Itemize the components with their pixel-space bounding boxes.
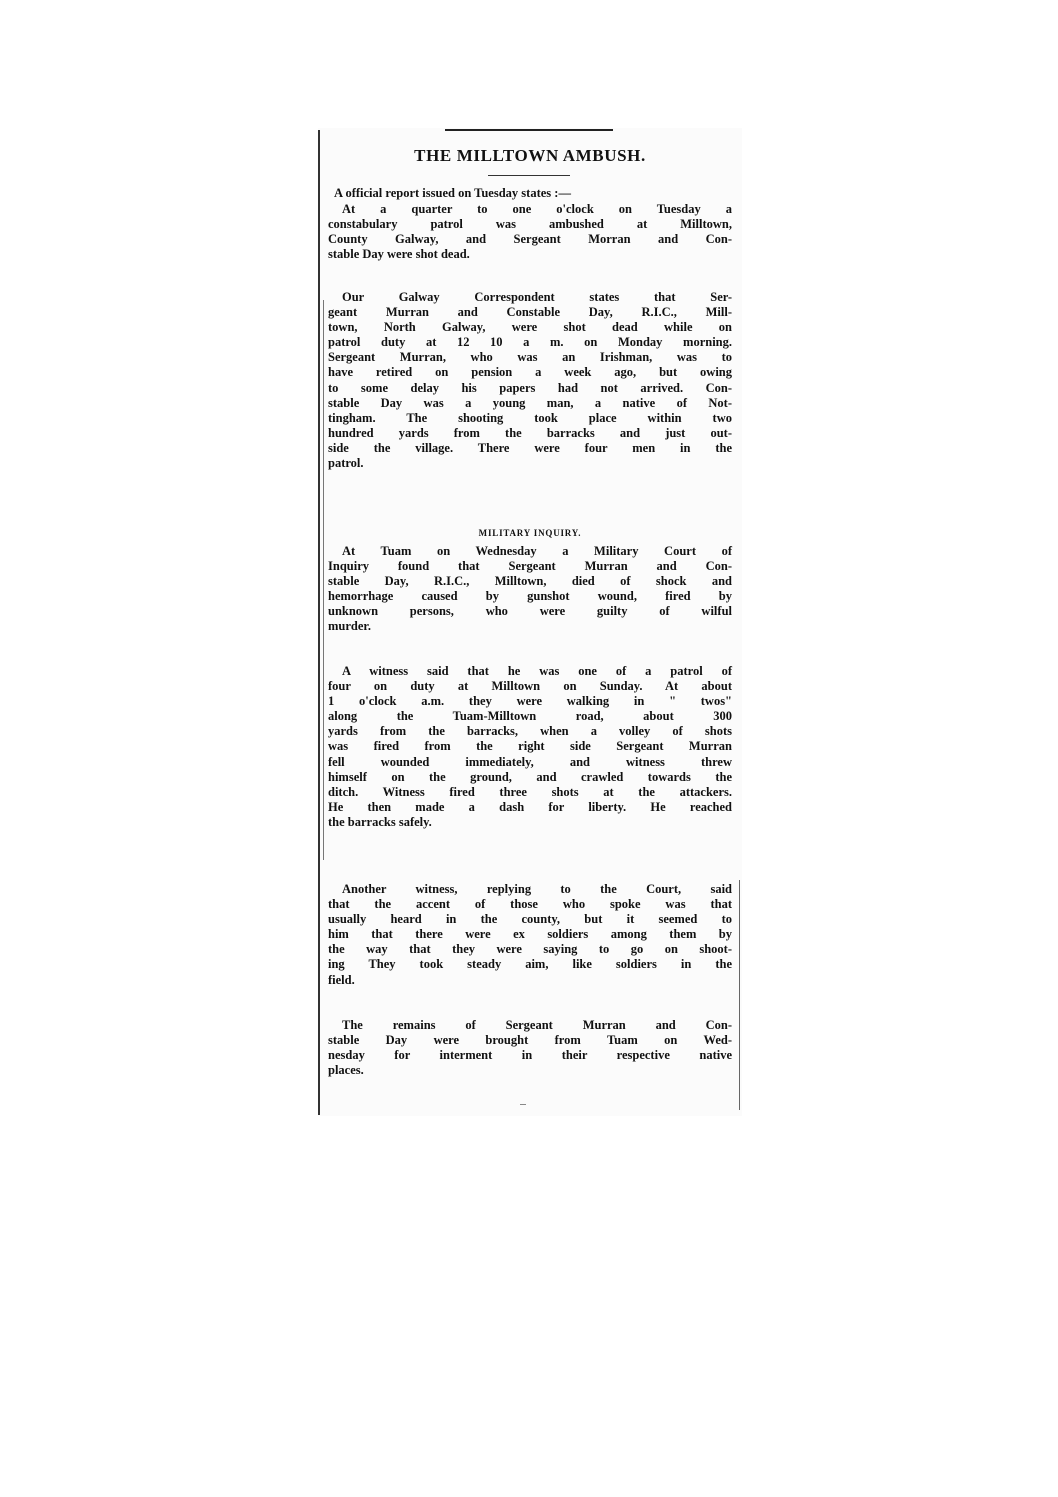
top-rule: [445, 129, 613, 131]
text-line: hundred yards from the barracks and just out-: [328, 425, 732, 440]
text-line: yards from the barracks, when a volley of shots: [328, 724, 732, 739]
text-line: Sergeant Murran, who was an Irishman, was to: [328, 350, 732, 365]
text-line: that the accent of those who spoke was that: [328, 897, 732, 912]
text-line: patrol.: [328, 456, 364, 471]
text-line: unknown persons, who were guilty of wilful: [328, 604, 732, 619]
text-line: himself on the ground, and crawled towards the: [328, 769, 732, 784]
text-line: along the Tuam-Milltown road, about 300: [328, 709, 732, 724]
text-line: ditch. Witness fired three shots at the attackers.: [328, 784, 732, 799]
text-line: A official report issued on Tuesday states :—: [334, 186, 571, 200]
text-line: stable Day were brought from Tuam on Wed-: [328, 1033, 732, 1048]
paragraph-2: [328, 290, 732, 471]
text-line: geant Murran and Constable Day, R.I.C., Mill-: [328, 305, 732, 320]
text-line: County Galway, and Sergeant Morran and Con-: [328, 232, 732, 247]
text-line: to some delay his papers had not arrived. Con-: [328, 380, 732, 395]
intro-paragraph: [328, 186, 732, 201]
text-line: The remains of Sergeant Murran and Con-: [342, 1018, 732, 1032]
text-line: the barracks safely.: [328, 814, 432, 829]
bottom-rule-mark: [520, 1104, 526, 1105]
text-line: side the village. There were four men in the: [328, 440, 732, 455]
text-line: nesday for interment in their respective native: [328, 1048, 732, 1063]
text-line: town, North Galway, were shot dead while on: [328, 320, 732, 335]
paragraph-1: [328, 202, 732, 262]
text-line: constabulary patrol was ambushed at Milltown,: [328, 217, 732, 232]
paragraph-4: [328, 664, 732, 830]
text-line: stable Day was a young man, a native of Not-: [328, 395, 732, 410]
paragraph-3: [328, 544, 732, 635]
text-line: usually heard in the county, but it seemed to: [328, 912, 732, 927]
text-line: four on duty at Milltown on Sunday. At about: [328, 679, 732, 694]
text-line: murder.: [328, 619, 371, 634]
text-line: Another witness, replying to the Court, said: [342, 882, 732, 896]
text-line: patrol duty at 12 10 a m. on Monday morning.: [328, 335, 732, 350]
text-line: hemorrhage caused by gunshot wound, fired by: [328, 589, 732, 604]
text-line: tingham. The shooting took place within two: [328, 410, 732, 425]
text-line: the way that they were saying to go on shoot-: [328, 942, 732, 957]
text-line: stable Day, R.I.C., Milltown, died of shock and: [328, 574, 732, 589]
text-line: stable Day were shot dead.: [328, 247, 470, 262]
text-line: field.: [328, 972, 355, 987]
text-line: ing They took steady aim, like soldiers in the: [328, 957, 732, 972]
paragraph-5: [328, 882, 732, 988]
text-line: fell wounded immediately, and witness threw: [328, 754, 732, 769]
text-line: him that there were ex soldiers among them by: [328, 927, 732, 942]
paragraph-6: [328, 1018, 732, 1078]
text-line: 1 o'clock a.m. they were walking in " twos": [328, 694, 732, 709]
text-line: A witness said that he was one of a patrol of: [342, 664, 732, 678]
text-line: have retired on pension a week ago, but owing: [328, 365, 732, 380]
text-line: He then made a dash for liberty. He reached: [328, 799, 732, 814]
text-line: Our Galway Correspondent states that Ser-: [342, 290, 732, 304]
clipping-left-edge: [318, 130, 320, 1115]
clipping-right-edge: [739, 880, 740, 1110]
section-subhead: MILITARY INQUIRY.: [478, 528, 582, 538]
text-line: Inquiry found that Sergeant Murran and Con-: [328, 559, 732, 574]
text-line: At a quarter to one o'clock on Tuesday a: [342, 202, 732, 216]
text-line: At Tuam on Wednesday a Military Court of: [342, 544, 732, 558]
article-headline: THE MILLTOWN AMBUSH.: [414, 146, 646, 165]
headline-rule: [488, 175, 570, 176]
clipping-column-rule: [323, 300, 324, 860]
text-line: was fired from the right side Sergeant Murran: [328, 739, 732, 754]
text-line: places.: [328, 1063, 364, 1078]
